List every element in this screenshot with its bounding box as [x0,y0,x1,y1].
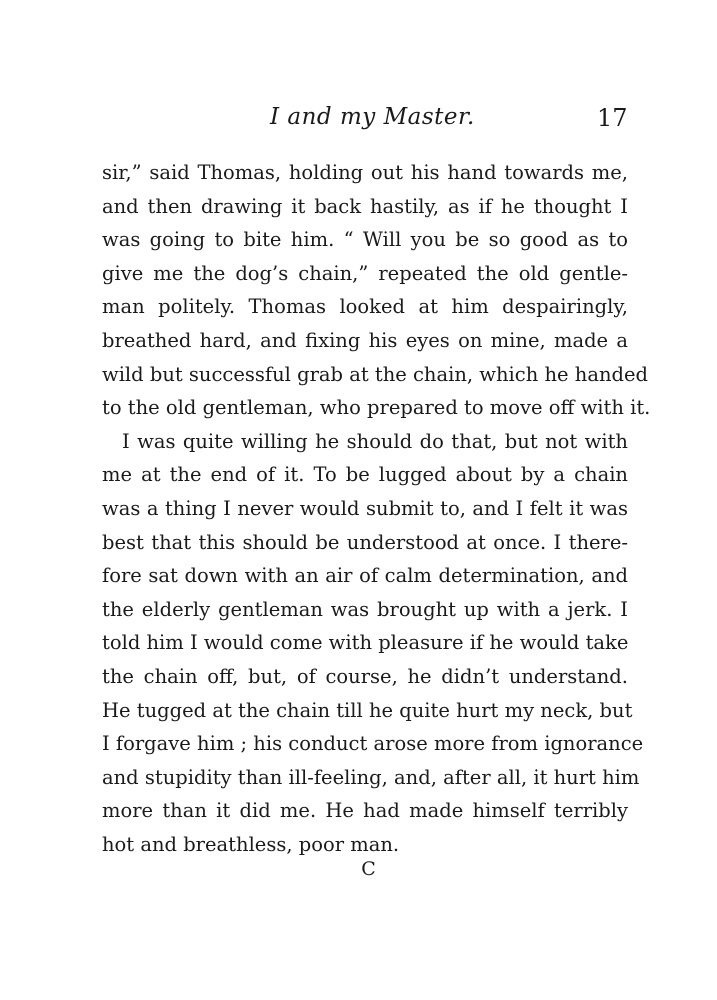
text-line: was a thing I never would submit to, and I felt it was [102,496,628,520]
text-line: the chain off, but, of course, he didn’t understand. [102,664,628,688]
text-line: breathed hard, and fixing his eyes on mine, made a [102,328,628,352]
paragraph-start-line: I was quite willing he should do that, but not with [122,429,628,453]
text-line: me at the end of it. To be lugged about by a chain [102,463,628,487]
body-text [102,156,651,861]
text-line: fore sat down with an air of calm determination, and [102,564,628,588]
text-line: and stupidity than ill-feeling, and, after all, it hurt him [102,765,640,789]
signature-mark: C [361,858,376,880]
text-line: give me the dog’s chain,” repeated the old gentle- [102,261,628,285]
text-line: best that this should be understood at once. I there- [102,530,628,554]
text-line: He tugged at the chain till he quite hurt my neck, but [102,698,633,722]
text-line: the elderly gentleman was brought up with a jerk. I [102,597,628,621]
text-line: I forgave him ; his conduct arose more from ignorance [102,732,644,756]
text-line: to the old gentleman, who prepared to move off with it. [102,396,651,420]
text-line: man politely. Thomas looked at him despairingly, [102,295,628,319]
running-head [0,104,717,136]
text-line: wild but successful grab at the chain, which he handed [102,362,649,386]
page-number: 17 [597,104,628,132]
paragraph-end-line: hot and breathless, poor man. [102,832,400,856]
running-title: I and my Master. [270,104,475,130]
text-line: sir,” said Thomas, holding out his hand towards me, [102,161,628,184]
text-line: and then drawing it back hastily, as if he thought I [102,194,628,218]
text-line: was going to bite him. “ Will you be so good as to [102,228,628,252]
text-line: more than it did me. He had made himself terribly [102,799,628,823]
text-line: told him I would come with pleasure if he would take [102,631,629,655]
